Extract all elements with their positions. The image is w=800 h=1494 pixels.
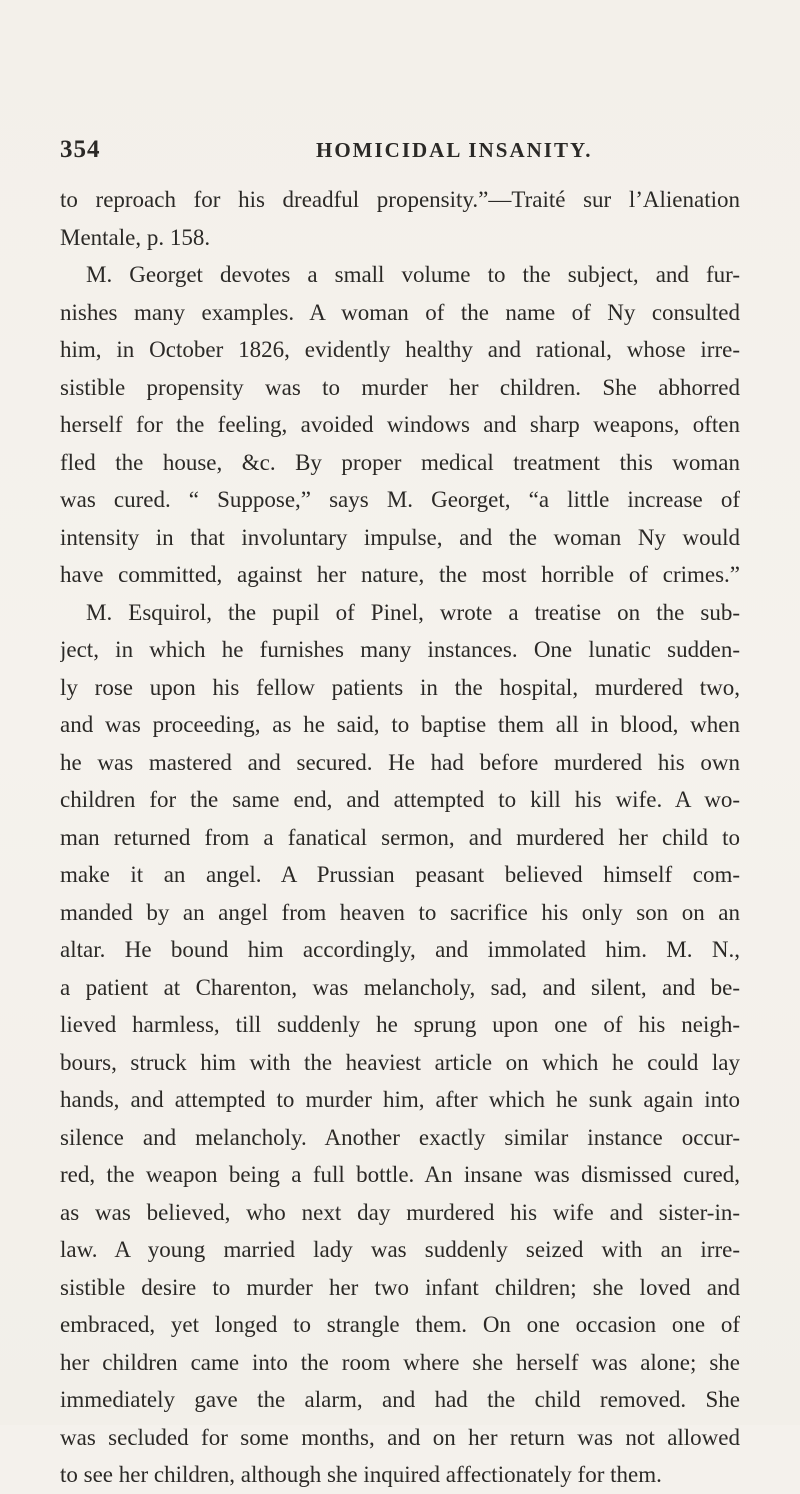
text-line: was secluded for some months, and on her return was not allowed <box>60 1424 740 1450</box>
text-line: he was mastered and secured. He had before murdered his own <box>60 749 740 775</box>
text-line: a patient at Charenton, was melancholy, sad, and silent, and be- <box>60 974 740 1000</box>
running-head: HOMICIDAL INSANITY. <box>316 138 593 162</box>
text-line: and was proceeding, as he said, to baptise them all in blood, when <box>60 712 740 737</box>
body-text <box>60 181 740 1494</box>
text-line: as was believed, who next day murdered his wife and sister-in- <box>60 1199 740 1225</box>
text-line: red, the weapon being a full bottle. An insane was dismissed cured, <box>60 1162 740 1187</box>
text-line: to see her children, although she inquired affectionately for them. <box>60 1462 662 1487</box>
text-line: to reproach for his dreadful propensity.”—Traité sur l’Alienation <box>60 187 740 212</box>
text-line: hands, and attempted to murder him, after which he sunk again into <box>60 1087 740 1112</box>
text-line: law. A young married lady was suddenly seized with an irre- <box>60 1237 740 1262</box>
text-line: nishes many examples. A woman of the name of Ny consulted <box>60 299 740 325</box>
page-number: 354 <box>60 136 101 163</box>
text-line: sistible propensity was to murder her children. She abhorred <box>60 374 740 400</box>
text-line: was cured. “ Suppose,” says M. Georget, “a little increase of <box>60 487 740 512</box>
paragraph-start-line: M. Esquirol, the pupil of Pinel, wrote a treatise on the sub- <box>86 599 740 625</box>
text-line: lieved harmless, till suddenly he sprung upon one of his neigh- <box>60 1012 740 1037</box>
text-line: intensity in that involuntary impulse, and the woman Ny would <box>60 524 740 550</box>
text-line: ly rose upon his fellow patients in the hospital, murdered two, <box>60 674 740 700</box>
text-line: him, in October 1826, evidently healthy and rational, whose irre- <box>60 337 740 362</box>
text-line: herself for the feeling, avoided windows and sharp weapons, often <box>60 412 740 437</box>
page-header <box>60 136 740 172</box>
text-line: sistible desire to murder her two infant children; she loved and <box>60 1274 740 1300</box>
text-line: bours, struck him with the heaviest article on which he could lay <box>60 1049 740 1075</box>
text-line: manded by an angel from heaven to sacrifice his only son on an <box>60 899 740 925</box>
text-line: man returned from a fanatical sermon, and murdered her child to <box>60 824 740 850</box>
text-line: Mentale, p. 158. <box>60 224 211 250</box>
text-line: ject, in which he furnishes many instances. One lunatic sudden- <box>60 637 740 662</box>
text-line: embraced, yet longed to strangle them. On one occasion one of <box>60 1312 740 1337</box>
text-line: immediately gave the alarm, and had the child removed. She <box>60 1387 740 1412</box>
text-line: her children came into the room where she herself was alone; she <box>60 1349 740 1375</box>
text-line: fled the house, &c. By proper medical treatment this woman <box>60 449 740 475</box>
text-line: children for the same end, and attempted to kill his wife. A wo- <box>60 787 740 812</box>
paragraph-start-line: M. Georget devotes a small volume to the subject, and fur- <box>86 262 740 287</box>
text-line: altar. He bound him accordingly, and immolated him. M. N., <box>60 937 740 962</box>
text-line: silence and melancholy. Another exactly similar instance occur- <box>60 1124 740 1150</box>
text-line: have committed, against her nature, the most horrible of crimes.” <box>60 562 740 587</box>
text-line: make it an angel. A Prussian peasant believed himself com- <box>60 862 740 887</box>
